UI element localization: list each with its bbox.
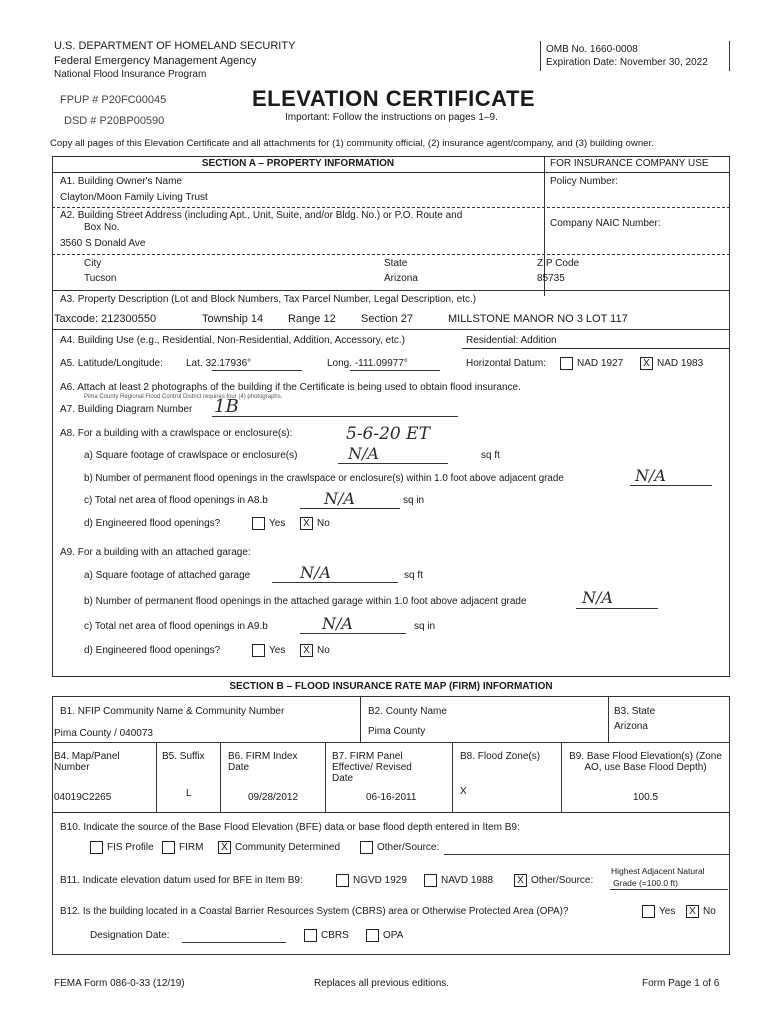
a3-label: A3. Property Description (Lot and Block Numbers, Tax Parcel Number, Legal Description, etc.) <box>60 294 477 305</box>
a9d-no-option[interactable] <box>300 644 330 657</box>
a3-legal-description: MILLSTONE MANOR NO 3 LOT 117 <box>448 313 628 325</box>
b10-other-label: Other/Source: <box>377 842 440 854</box>
a8c-label: c) Total net area of flood openings in A8.b <box>84 495 268 506</box>
b12-no-option[interactable] <box>686 905 716 918</box>
a8d-label: d) Engineered flood openings? <box>84 518 221 529</box>
a7-diagram-number: 1B <box>214 396 239 417</box>
nad1927-label: NAD 1927 <box>577 358 624 370</box>
b10-community-checkbox[interactable]: X <box>218 841 231 854</box>
cbrs-checkbox[interactable] <box>304 929 317 942</box>
b11-ngvd-option[interactable] <box>336 874 407 887</box>
b10-community-label: Community Determined <box>235 842 341 854</box>
cbrs-option[interactable] <box>304 929 349 942</box>
b10-other-checkbox[interactable] <box>360 841 373 854</box>
program-name: National Flood Insurance Program <box>54 69 207 80</box>
a2-label-line2: Box No. <box>84 222 120 233</box>
a8d-yes-checkbox[interactable] <box>252 517 265 530</box>
naic-number-label: Company NAIC Number: <box>550 218 661 229</box>
copy-note: Copy all pages of this Elevation Certificate and all attachments for (1) community official, (2) insurance agent/company, and (3) building owner. <box>50 138 654 149</box>
section-b-title: SECTION B – FLOOD INSURANCE RATE MAP (FIRM) INFORMATION <box>229 681 553 692</box>
a8a-label: a) Square footage of crawlspace or enclosure(s) <box>84 450 298 461</box>
nad1983-label: NAD 1983 <box>657 358 704 370</box>
a9c-unit: sq in <box>414 621 436 632</box>
a6-label: A6. Attach at least 2 photographs of the building if the Certificate is being used to obtain flood insurance. <box>60 382 521 393</box>
b12-yes-label: Yes <box>659 906 676 918</box>
replaces-note: Replaces all previous editions. <box>314 978 450 989</box>
b1-label: B1. NFIP Community Name & Community Number <box>60 706 285 717</box>
a8d-yes-option[interactable] <box>252 517 285 530</box>
b4-label: B4. Map/Panel Number <box>54 751 120 773</box>
a8c-value: N/A <box>324 489 355 508</box>
a9b-value: N/A <box>582 588 613 607</box>
b6-label: B6. FIRM Index Date <box>228 751 298 773</box>
b9-label: B9. Base Flood Elevation(s) (Zone AO, use Base Flood Depth) <box>569 751 722 773</box>
a8-label: A8. For a building with a crawlspace or enclosure(s): <box>60 428 293 439</box>
a9-label: A9. For a building with an attached garage: <box>60 547 251 558</box>
nad1927-checkbox[interactable] <box>560 357 573 370</box>
a7-label: A7. Building Diagram Number <box>60 404 193 415</box>
zip-value: 85735 <box>537 273 565 284</box>
b12-no-checkbox[interactable]: X <box>686 905 699 918</box>
b5-label: B5. Suffix <box>162 751 205 762</box>
a4-label: A4. Building Use (e.g., Residential, Non-Residential, Addition, Accessory, etc.) <box>60 335 405 346</box>
b10-fis-label: FIS Profile <box>107 842 154 854</box>
b11-other-source-line1: Highest Adjacent Natural <box>611 866 705 876</box>
b11-other-label: Other/Source: <box>531 875 594 887</box>
a9c-label: c) Total net area of flood openings in A9.b <box>84 621 268 632</box>
dept-name: U.S. DEPARTMENT OF HOMELAND SECURITY <box>54 40 296 52</box>
b12-no-label: No <box>703 906 716 918</box>
b6-value: 09/28/2012 <box>248 792 299 803</box>
b10-other-option[interactable] <box>360 841 439 854</box>
a3-taxcode: Taxcode: 212300550 <box>54 313 157 325</box>
b2-label: B2. County Name <box>368 706 447 717</box>
a5-datum-label: Horizontal Datum: <box>466 358 547 369</box>
b7-label: B7. FIRM Panel Effective/ Revised Date <box>332 751 412 784</box>
a5-label: A5. Latitude/Longitude: <box>60 358 163 369</box>
b3-value: Arizona <box>614 721 648 732</box>
a2-address: 3560 S Donald Ave <box>60 238 146 249</box>
omb-number: OMB No. 1660-0008 <box>546 44 638 55</box>
a8c-unit: sq in <box>403 495 425 506</box>
b2-value: Pima County <box>368 726 426 737</box>
b10-firm-label: FIRM <box>179 842 204 854</box>
a5-longitude: Long. -111.09977° <box>327 358 408 369</box>
b4-value: 04019C2265 <box>54 792 112 803</box>
a9b-label: b) Number of permanent flood openings in the attached garage within 1.0 foot above adjacent grade <box>84 596 527 607</box>
a3-township: Township 14 <box>202 313 264 325</box>
a8-handwritten-date: 5-6-20 ET <box>346 424 430 444</box>
b5-value: L <box>186 788 192 799</box>
a9a-label: a) Square footage of attached garage <box>84 570 251 581</box>
form-number: FEMA Form 086-0-33 (12/19) <box>54 978 185 989</box>
city-value: Tucson <box>84 273 117 284</box>
b11-label: B11. Indicate elevation datum used for BFE in Item B9: <box>60 875 303 886</box>
fpup-number: FPUP # P20FC00045 <box>60 94 167 106</box>
opa-checkbox[interactable] <box>366 929 379 942</box>
a1-label: A1. Building Owner's Name <box>60 176 182 187</box>
a8b-value: N/A <box>635 466 666 485</box>
b11-ngvd-checkbox[interactable] <box>336 874 349 887</box>
cbrs-label: CBRS <box>321 930 349 942</box>
b11-navd-checkbox[interactable] <box>424 874 437 887</box>
policy-number-label: Policy Number: <box>550 176 618 187</box>
b1-value: Pima County / 040073 <box>54 728 153 739</box>
a8d-yes-label: Yes <box>269 518 286 530</box>
a9d-label: d) Engineered flood openings? <box>84 645 221 656</box>
a6-note: Pima County Regional Flood Control District requires four (4) photographs. <box>84 394 283 400</box>
a9c-value: N/A <box>322 614 353 633</box>
b10-community-option[interactable] <box>218 841 340 854</box>
state-label: State <box>384 258 408 269</box>
a9d-yes-option[interactable] <box>252 644 285 657</box>
opa-option[interactable] <box>366 929 403 942</box>
opa-label: OPA <box>383 930 404 942</box>
b10-fis-checkbox[interactable] <box>90 841 103 854</box>
b11-other-option[interactable] <box>514 874 593 887</box>
a8d-no-checkbox[interactable]: X <box>300 517 313 530</box>
a9d-no-label: No <box>317 645 330 657</box>
b11-other-checkbox[interactable]: X <box>514 874 527 887</box>
b10-firm-checkbox[interactable] <box>162 841 175 854</box>
page-title: ELEVATION CERTIFICATE <box>252 86 536 111</box>
designation-date-label: Designation Date: <box>90 930 170 941</box>
a5-latitude: Lat. 32.17936° <box>186 358 252 369</box>
a1-owner-name: Clayton/Moon Family Living Trust <box>60 192 208 203</box>
b12-label: B12. Is the building located in a Coastal Barrier Resources System (CBRS) area or Otherwise Protected Area (OPA)? <box>60 906 569 917</box>
nad1927-option[interactable] <box>560 357 623 370</box>
state-value: Arizona <box>384 273 418 284</box>
b8-label: B8. Flood Zone(s) <box>460 751 541 762</box>
b12-yes-option[interactable] <box>642 905 675 918</box>
nad1983-option[interactable] <box>640 357 703 370</box>
a8d-no-label: No <box>317 518 330 530</box>
b11-other-source-line2: Grade (=100.0 ft) <box>613 878 678 888</box>
a4-building-use: Residential: Addition <box>466 335 557 346</box>
page-number: Form Page 1 of 6 <box>642 978 720 989</box>
a9d-no-checkbox[interactable]: X <box>300 644 313 657</box>
b9-value: 100.5 <box>633 792 659 803</box>
a9a-value: N/A <box>300 563 331 582</box>
agency-name: Federal Emergency Management Agency <box>54 55 257 67</box>
b10-label: B10. Indicate the source of the Base Flood Elevation (BFE) data or base flood depth entered in Item B9: <box>60 822 520 833</box>
b11-navd-option[interactable] <box>424 874 493 887</box>
a8a-value: N/A <box>348 444 379 463</box>
expiration-date: Expiration Date: November 30, 2022 <box>546 57 708 68</box>
a3-range: Range 12 <box>288 313 336 325</box>
b12-yes-checkbox[interactable] <box>642 905 655 918</box>
b8-value: X <box>460 786 467 797</box>
a9d-yes-label: Yes <box>269 645 286 657</box>
a8d-no-option[interactable] <box>300 517 330 530</box>
a9d-yes-checkbox[interactable] <box>252 644 265 657</box>
b10-firm-option[interactable] <box>162 841 203 854</box>
city-label: City <box>84 258 102 269</box>
nad1983-checkbox[interactable]: X <box>640 357 653 370</box>
b10-fis-option[interactable] <box>90 841 154 854</box>
company-use-heading: FOR INSURANCE COMPANY USE <box>550 158 709 169</box>
a9a-unit: sq ft <box>404 570 423 581</box>
dsd-number: DSD # P20BP00590 <box>64 115 165 127</box>
a8b-label: b) Number of permanent flood openings in the crawlspace or enclosure(s) within 1.0 foot above adjacent grade <box>84 473 564 484</box>
b11-ngvd-label: NGVD 1929 <box>353 875 407 887</box>
b7-value: 06-16-2011 <box>366 792 417 803</box>
b3-label: B3. State <box>614 706 656 717</box>
a2-label: A2. Building Street Address (including Apt., Unit, Suite, and/or Bldg. No.) or P.O. Route and <box>60 210 463 221</box>
important-note: Important: Follow the instructions on pages 1–9. <box>285 112 498 123</box>
b11-navd-label: NAVD 1988 <box>441 875 494 887</box>
a8a-unit: sq ft <box>481 450 500 461</box>
section-a-title: SECTION A – PROPERTY INFORMATION <box>201 158 395 169</box>
zip-label: ZIP Code <box>537 258 580 269</box>
a3-section: Section 27 <box>361 313 413 325</box>
